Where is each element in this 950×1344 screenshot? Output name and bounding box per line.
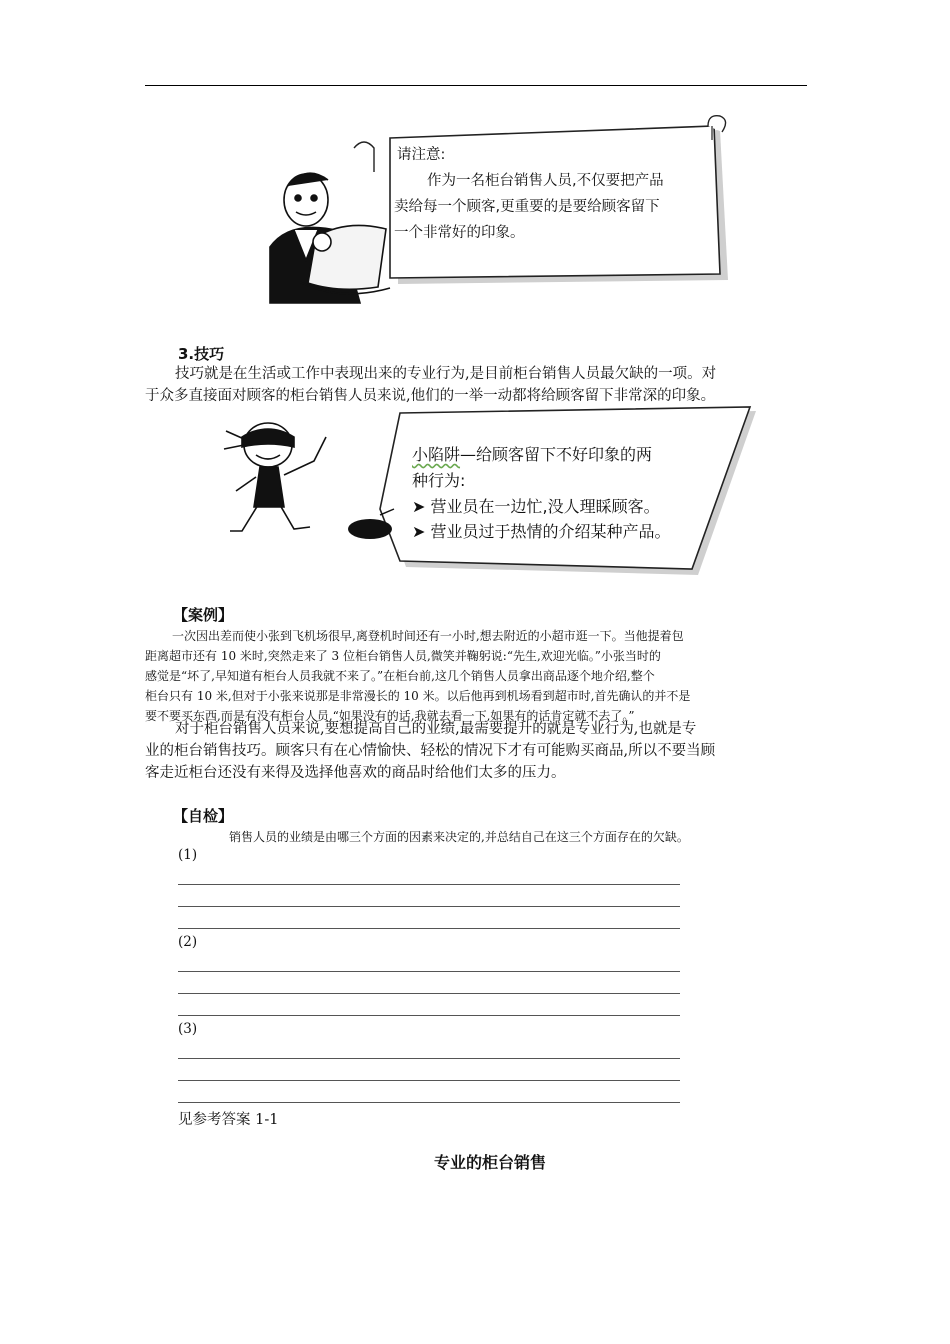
section-title: 3.技巧	[178, 345, 225, 363]
case-line: 要不要买东西,而是有没有柜台人员,“如果没有的话,我就去看一下,如果有的话肯定就不去了。”	[145, 709, 635, 723]
answer-line[interactable]	[178, 1058, 680, 1059]
businessman-icon	[270, 173, 390, 303]
answer-line[interactable]	[178, 1080, 680, 1081]
answer-label: (3)	[178, 1021, 198, 1037]
selfcheck-question: 销售人员的业绩是由哪三个方面的因素来决定的,并总结自己在这三个方面存在的欠缺。	[229, 830, 689, 844]
selfcheck-title: 【自检】	[173, 807, 234, 825]
trap-heading-line2: 种行为:	[412, 471, 466, 490]
answer-line[interactable]	[178, 1015, 680, 1016]
trap-heading-wavy: 小陷阱	[412, 445, 461, 464]
answer-label: (2)	[178, 934, 198, 950]
summary-line: 对于柜台销售人员来说,要想提高自己的业绩,最需要提升的就是专业行为,也就是专	[175, 721, 697, 737]
answer-line[interactable]	[178, 971, 680, 972]
footer-title: 专业的柜台销售	[433, 1153, 546, 1172]
summary-line: 业的柜台销售技巧。顾客只有在心情愉快、轻松的情况下才有可能购买商品,所以不要当顾	[145, 743, 716, 759]
answer-label: (1)	[178, 847, 198, 863]
section-paragraph: 技巧就是在生活或工作中表现出来的专业行为,是目前柜台销售人员最欠缺的一项。对	[175, 366, 717, 382]
section-paragraph: 于众多直接面对顾客的柜台销售人员来说,他们的一举一动都将给顾客留下非常深的印象。	[145, 388, 716, 404]
note-line: 一个非常好的印象。	[394, 225, 525, 241]
answer-line[interactable]	[178, 1102, 680, 1103]
note-illustration	[230, 112, 740, 317]
case-title: 【案例】	[173, 606, 234, 624]
header-rule	[145, 85, 807, 86]
answer-line[interactable]	[178, 906, 680, 907]
answer-line[interactable]	[178, 928, 680, 929]
case-line: 距离超市还有 10 米时,突然走来了 3 位柜台销售人员,微笑并鞠躬说:“先生,欢迎光临。”小张当时的	[145, 649, 661, 663]
trap-heading	[412, 441, 652, 468]
answer-line[interactable]	[178, 884, 680, 885]
arrow-bullet-icon: ➤	[412, 497, 426, 516]
trap-list-item	[412, 518, 671, 545]
note-line: 作为一名柜台销售人员,不仅要把产品	[427, 173, 664, 189]
summary-line: 客走近柜台还没有来得及选择他喜欢的商品时给他们太多的压力。	[145, 765, 566, 781]
trap-item-text: 营业员过于热情的介绍某种产品。	[430, 522, 671, 541]
answer-reference: 见参考答案 1-1	[178, 1112, 279, 1128]
case-line: 感觉是“坏了,早知道有柜台人员我就不来了。”在柜台前,这几个销售人员拿出商品逐个地介绍,整个	[145, 669, 655, 683]
answer-line[interactable]	[178, 993, 680, 994]
case-line: 柜台只有 10 米,但对于小张来说那是非常漫长的 10 米。以后他再到机场看到超市时,首先确认的并不是	[145, 689, 691, 703]
running-man-icon	[224, 423, 326, 531]
trap-item-text: 营业员在一边忙,没人理睬顾客。	[430, 497, 660, 516]
trap-heading-rest: —给顾客留下不好印象的两	[460, 445, 653, 464]
note-line: 卖给每一个顾客,更重要的是要给顾客留下	[394, 199, 660, 215]
trap-list-item	[412, 493, 660, 520]
trap-illustration	[220, 405, 760, 580]
note-heading: 请注意:	[397, 147, 446, 163]
case-line: 一次因出差而使小张到飞机场很早,离登机时间还有一小时,想去附近的小超市逛一下。当他提着包	[172, 629, 684, 643]
arrow-bullet-icon: ➤	[412, 522, 426, 541]
